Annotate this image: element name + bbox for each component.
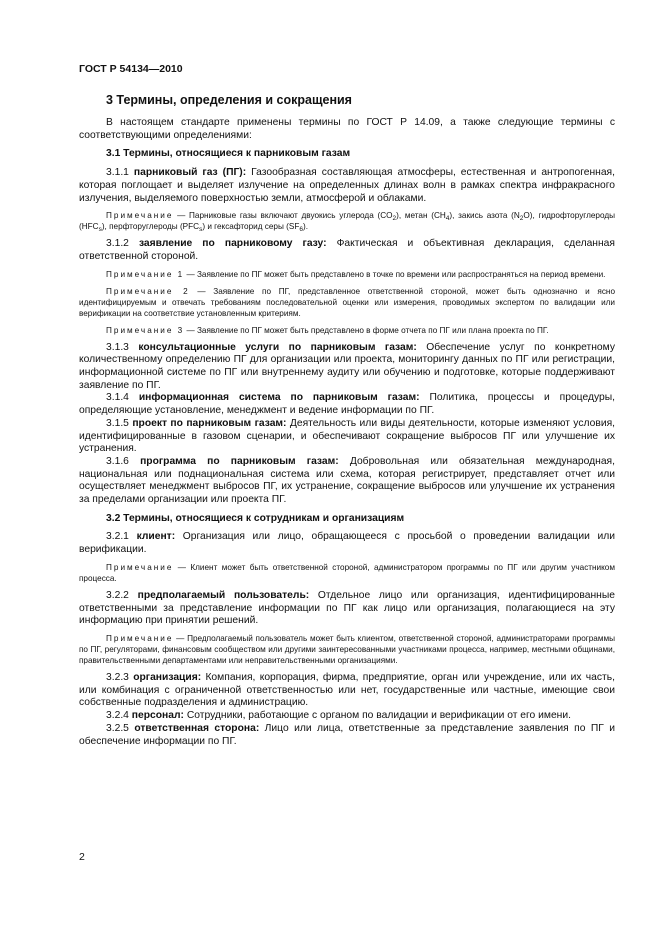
term-definition: Отдельное лицо или организация, идентифицированные ответственными за представление информации по ПГ как лицо или организация, полагающиеся на эту информацию при принятии решений. — [79, 589, 615, 627]
term-definition: Деятельность или виды деятельности, которые изменяют условия, идентифицированные в газовом сценарии, и обеспечивают сокращение выбросов ПГ или улучшение их устранения. — [79, 417, 616, 455]
section-title: 3 Термины, определения и сокращения — [106, 93, 352, 107]
term-number: 3.2.5 — [106, 722, 129, 734]
term-definition: Газообразная составляющая атмосферы, естественная и антропогенная, которая поглощает и выделяет излучение на определенных длинах волн в рамках спектра инфракрасного излучения, выделяемого поверхностью земли, атмосферой и облаками. — [79, 167, 615, 204]
term-number: 3.1.1 — [106, 167, 129, 179]
term-3-1-5 — [79, 418, 615, 456]
note-label: Примечание — [106, 211, 174, 221]
term-number: 3.2.4 — [106, 710, 129, 722]
document-body — [79, 117, 615, 748]
note-3-2-2: Примечание — Предполагаемый пользователь может быть клиентом, ответственной стороной, администраторами программы по ПГ, регуляторами, финансовым сообществом или другими заинтересованными участниками процесса, например, местными общинами, правительственными департаментами или неправительственными организациями. — [79, 633, 615, 665]
term-3-1-1 — [79, 167, 615, 205]
note-label: Примечание — [106, 633, 174, 643]
standard-header: ГОСТ Р 54134—2010 — [79, 63, 183, 75]
term-name: предполагаемый пользователь: — [137, 589, 310, 601]
term-name: парниковый газ (ПГ): — [133, 167, 247, 179]
note-3-1-2-3: Примечание 3 — Заявление по ПГ может быть представлено в форме отчета по ПГ или плана проекта по ПГ. — [106, 325, 549, 335]
term-3-2-1 — [79, 531, 615, 556]
term-number: 3.1.2 — [106, 238, 129, 250]
term-number: 3.1.5 — [106, 417, 129, 429]
term-number: 3.2.3 — [106, 671, 129, 683]
page-number: 2 — [79, 851, 85, 863]
term-definition: Обеспечение услуг по конкретному количественному определению ПГ для организации или проекта, мониторингу данных по ПГ или регистрации, информационной системе по ПГ или внутреннему аудиту или обучению и подготовке, которые поддерживают заявление по ПГ. — [79, 341, 615, 391]
term-number: 3.1.3 — [106, 341, 129, 353]
term-3-2-2 — [79, 590, 615, 628]
term-number: 3.1.6 — [106, 455, 129, 467]
note-label: Примечание — [106, 562, 174, 572]
term-definition: Лицо или лица, ответственные за представление заявления по ПГ и обеспечение информации по ПГ. — [79, 722, 615, 747]
term-3-1-2 — [79, 238, 615, 263]
note-3-1-1: Примечание — Парниковые газы включают двуокись углерода $(CO_2)$, метан $(CH_4)$, закись азота $(N_2O)$, гидрофторуглероды $(HFC_s)$, перфторуглероды $(PFC_s)$ и гексафторид серы $(SF_6)$. — [79, 211, 616, 234]
intro-paragraph: В настоящем стандарте применены термины по ГОСТ Р 14.09, а также следующие термины с соответствующими определениями: — [79, 117, 615, 141]
term-3-1-4 — [79, 392, 615, 417]
term-3-2-5 — [79, 723, 615, 748]
term-name: проект по парниковым газам: — [132, 417, 287, 429]
term-definition: Фактическая и объективная декларация, сделанная ответственной стороной. — [79, 238, 615, 262]
subsection-3-2-title: 3.2 Термины, относящиеся к сотрудникам и организациям — [106, 512, 405, 524]
term-3-2-3 — [79, 672, 615, 710]
term-name: информационная система по парниковым газам: — [138, 392, 420, 404]
term-3-1-6 — [79, 456, 615, 507]
term-definition: Добровольная или обязательная международная, национальная или поднациональная система или схема, которая регистрирует, представляет отчет или осуществляет менеджмент выбросов ПГ, их устранение, сокращение выбросов или улучшение их устранения за пределами организации или проекта ПГ. — [79, 455, 615, 506]
term-number: 3.2.2 — [106, 589, 129, 601]
term-definition: Политика, процессы и процедуры, определяющие установление, менеджмент и ведение информации по ПГ. — [79, 392, 615, 417]
term-name: заявление по парниковому газу: — [138, 238, 327, 250]
term-definition: Сотрудники, работающие с органом по валидации и верификации от его имени. — [183, 710, 571, 722]
term-name: ответственная сторона: — [134, 722, 260, 734]
term-3-1-3 — [79, 342, 615, 393]
term-name: персонал: — [131, 710, 184, 722]
note-3-1-2-1: Примечание 1 — Заявление по ПГ может быть представлено в точке по времени или распространяться на период времени. — [106, 269, 606, 279]
term-name: клиент: — [136, 531, 176, 543]
note-label: Примечание 2 — [106, 286, 190, 296]
term-name: программа по парниковым газам: — [140, 455, 339, 467]
term-name: организация: — [133, 671, 202, 683]
note-label: Примечание 3 — [106, 325, 185, 335]
subsection-3-1-title: 3.1 Термины, относящиеся к парниковым газам — [106, 148, 351, 160]
term-definition: Компания, корпорация, фирма, предприятие, орган или учреждение, или их часть, или комбинация с ограниченной ответственностью или нет, государственные или частные, имеющие свои собственные подразделения и администрацию. — [79, 671, 615, 709]
term-name: консультационные услуги по парниковым газам: — [138, 341, 417, 353]
term-number: 3.2.1 — [106, 531, 129, 543]
note-3-2-1: Примечание — Клиент может быть ответственной стороной, администратором программы по ПГ или другим участником процесса. — [79, 562, 615, 583]
term-definition: Организация или лицо, обращающееся с просьбой о проведении валидации или верификации. — [79, 531, 615, 556]
note-3-1-2-2: Примечание 2 — Заявление по ПГ, представленное ответственной стороной, может быть однозначно и ясно идентифицируемым и отвечать требованиям последовательной оценки или измерения, проводимых экспертом по валидации или верификации на соответствие установленным критериям. — [79, 286, 615, 318]
note-label: Примечание 1 — [106, 269, 185, 279]
term-3-2-4 — [79, 710, 615, 723]
term-number: 3.1.4 — [106, 392, 129, 404]
